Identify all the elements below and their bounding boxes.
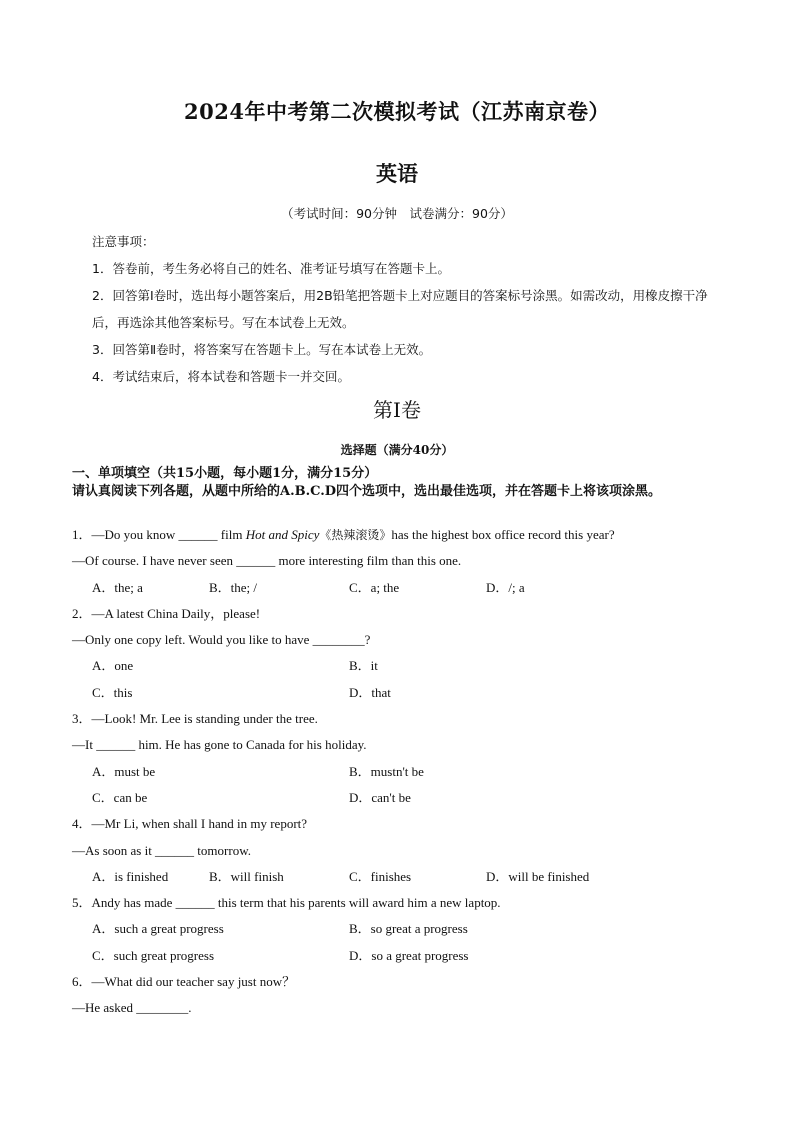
option-a[interactable]: A．one bbox=[92, 658, 134, 674]
option-d[interactable]: D．will be finished bbox=[486, 868, 590, 884]
question-6-line-1: 6．—What did our teacher say just now？ bbox=[72, 974, 296, 990]
question-4-line-1: 4．—Mr Li, when shall I hand in my report? bbox=[72, 816, 308, 832]
option-c[interactable]: C．this bbox=[92, 684, 133, 700]
note-item: 4．考试结束后，将本试卷和答题卡一并交回。 bbox=[92, 369, 350, 384]
question-5-options-row-1 bbox=[72, 916, 732, 942]
part-title: 第Ⅰ卷 bbox=[373, 398, 421, 422]
question-1-line-1: 1．—Do you know ______ film Hot and Spicy《热辣滚烫》has the highest box office record this year? bbox=[72, 527, 615, 542]
note-item: 2．回答第Ⅰ卷时，选出每小题答案后，用2B铅笔把答题卡上对应题目的答案标号涂黑。如需改动，用橡皮擦干净后，再选涂其他答案标号。写在本试卷上无效。 bbox=[92, 288, 708, 330]
question-3-line-1: 3．—Look! Mr. Lee is standing under the tree. bbox=[72, 711, 318, 727]
option-c[interactable]: C．can be bbox=[92, 789, 148, 805]
option-c[interactable]: C．finishes bbox=[349, 868, 412, 884]
exam-title: 2024年中考第二次模拟考试（江苏南京卷） bbox=[184, 99, 610, 124]
question-3-options-row-2 bbox=[72, 785, 732, 811]
question-6-line-2: —He asked ________. bbox=[72, 1000, 192, 1016]
option-b[interactable]: B．mustn't be bbox=[349, 763, 424, 779]
question-4-options bbox=[72, 864, 732, 890]
film-title: Hot and Spicy bbox=[245, 527, 320, 542]
option-d[interactable]: D．so a great progress bbox=[349, 947, 469, 963]
note-item: 1．答卷前，考生务必将自己的姓名、准考证号填写在答题卡上。 bbox=[92, 261, 450, 276]
section1-header bbox=[72, 465, 727, 501]
option-a[interactable]: A．is finished bbox=[92, 868, 169, 884]
option-c[interactable]: C．such great progress bbox=[92, 947, 215, 963]
question-5-options-row-2 bbox=[72, 943, 732, 969]
option-a[interactable]: A．must be bbox=[92, 763, 156, 779]
exam-info: （考试时间：90分钟 试卷满分：90分） bbox=[281, 206, 513, 221]
question-list bbox=[72, 522, 732, 1022]
notes-label: 注意事项： bbox=[92, 234, 155, 249]
section-title: 选择题（满分40分） bbox=[340, 443, 454, 457]
notes-section bbox=[92, 228, 732, 390]
option-b[interactable]: B．will finish bbox=[209, 868, 284, 884]
option-d[interactable]: D．can't be bbox=[349, 789, 411, 805]
question-2-line-2: —Only one copy left. Would you like to have ________? bbox=[72, 632, 371, 648]
option-a[interactable]: A．such a great progress bbox=[92, 921, 224, 937]
question-3-line-2: —It ______ him. He has gone to Canada for his holiday. bbox=[72, 737, 367, 753]
film-title-cn: 《热辣滚烫》 bbox=[319, 528, 392, 542]
option-d[interactable]: D．that bbox=[349, 684, 391, 700]
question-2-line-1: 2．—A latest China Daily，please! bbox=[72, 605, 261, 621]
note-item: 3．回答第Ⅱ卷时，将答案写在答题卡上。写在本试卷上无效。 bbox=[92, 342, 432, 357]
question-1-options bbox=[72, 575, 732, 601]
option-c[interactable]: C．a; the bbox=[349, 579, 400, 595]
option-b[interactable]: B．the; / bbox=[209, 579, 258, 595]
option-b[interactable]: B．so great a progress bbox=[349, 921, 468, 937]
question-1-line-2: —Of course. I have never seen ______ more interesting film than this one. bbox=[72, 553, 462, 569]
section1-instruction: 请认真阅读下列各题，从题中所给的A.B.C.D四个选项中，选出最佳选项，并在答题卡上将该项涂黑。 bbox=[72, 484, 662, 499]
question-4-line-2: —As soon as it ______ tomorrow. bbox=[72, 842, 251, 858]
option-d[interactable]: D．/; a bbox=[486, 579, 525, 595]
question-2-options-row-2 bbox=[72, 680, 732, 706]
section1-heading: 一、单项填空（共15小题，每小题1分，满分15分） bbox=[72, 466, 378, 481]
option-a[interactable]: A．the; a bbox=[92, 579, 143, 595]
question-3-options-row-1 bbox=[72, 759, 732, 785]
subject-title: 英语 bbox=[376, 161, 418, 186]
option-b[interactable]: B．it bbox=[349, 658, 378, 674]
question-5-line-1: 5．Andy has made ______ this term that his parents will award him a new laptop. bbox=[72, 895, 501, 911]
question-2-options-row-1 bbox=[72, 653, 732, 679]
